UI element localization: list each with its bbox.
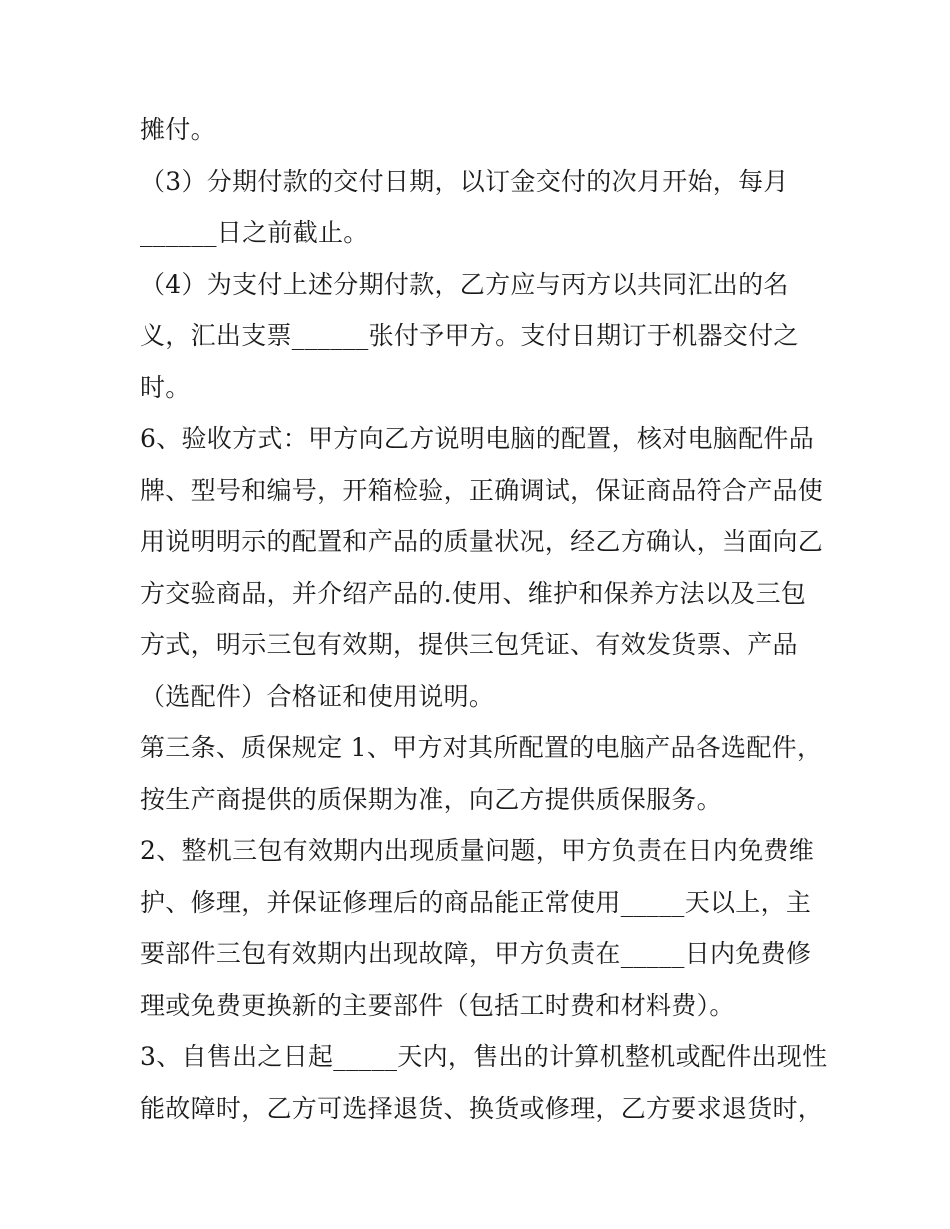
text-line: 2、整机三包有效期内出现质量问题，甲方负责在日内免费维 xyxy=(140,836,815,865)
text-line: 方交验商品，并介绍产品的.使用、维护和保养方法以及三包 xyxy=(140,578,807,608)
text-line: 摊付。 xyxy=(140,115,216,144)
text-line: 时。 xyxy=(140,372,191,402)
document-body xyxy=(140,104,830,1134)
text-line: 第三条、质保规定 1、甲方对其所配置的电脑产品各选配件， xyxy=(140,733,823,762)
text-line: （3）分期付款的交付日期，以订金交付的次月开始，每月 xyxy=(140,166,789,196)
text-line: 用说明明示的配置和产品的质量状况，经乙方确认，当面向乙 xyxy=(140,527,824,556)
text-line: 护、修理，并保证修理后的商品能正常使用_____天以上，主 xyxy=(140,887,812,917)
text-line: 能故障时，乙方可选择退货、换货或修理，乙方要求退货时， xyxy=(140,1093,824,1123)
text-line: 6、验收方式：甲方向乙方说明电脑的配置，核对电脑配件品 xyxy=(140,424,815,453)
text-line: （4）为支付上述分期付款，乙方应与丙方以共同汇出的名 xyxy=(140,269,789,299)
text-line: 3、自售出之日起_____天内，售出的计算机整机或配件出现性 xyxy=(140,1042,828,1071)
text-line: 义，汇出支票______张付予甲方。支付日期订于机器交付之 xyxy=(140,321,799,350)
text-line: （选配件）合格证和使用说明。 xyxy=(140,681,495,711)
text-line: 方式，明示三包有效期，提供三包凭证、有效发货票、产品 xyxy=(140,630,798,659)
text-line: 理或免费更换新的主要部件（包括工时费和材料费）。 xyxy=(140,990,735,1020)
text-line: ______日之前截止。 xyxy=(140,218,369,247)
text-line: 牌、型号和编号，开箱检验，正确调试，保证商品符合产品使 xyxy=(140,475,824,505)
text-line: 要部件三包有效期内出现故障，甲方负责在_____日内免费修 xyxy=(140,939,812,968)
text-line: 按生产商提供的质保期为准，向乙方提供质保服务。 xyxy=(140,784,722,814)
